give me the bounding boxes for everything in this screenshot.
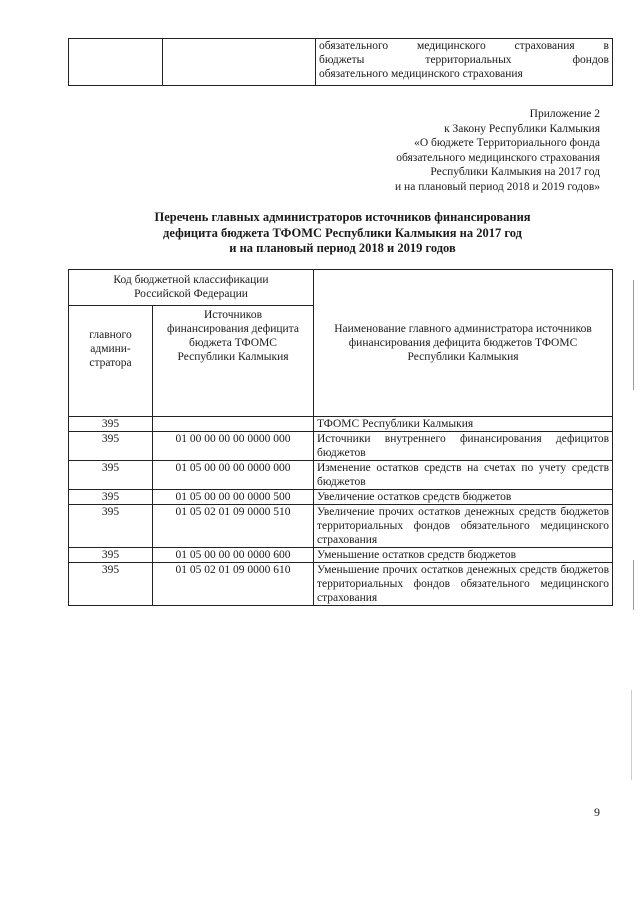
continuation-table xyxy=(68,38,613,86)
admin-code-cell: 395 xyxy=(69,563,153,606)
table-row xyxy=(69,39,613,86)
table-row xyxy=(69,563,613,606)
source-code-cell: 01 05 00 00 00 0000 500 xyxy=(153,490,314,505)
admin-code-cell: 395 xyxy=(69,432,153,461)
administrator-name-cell: Увеличение прочих остатков денежных средств бюджетов территориальных фондов обязательного медицинского страхования xyxy=(314,505,613,548)
administrators-table xyxy=(68,269,613,606)
document-title xyxy=(70,210,615,257)
source-code-cell xyxy=(153,417,314,432)
source-code-cell: 01 00 00 00 00 0000 000 xyxy=(153,432,314,461)
source-code-cell: 01 05 00 00 00 0000 000 xyxy=(153,461,314,490)
admin-code-cell: 395 xyxy=(69,490,153,505)
table-row xyxy=(69,417,613,432)
table-row xyxy=(69,505,613,548)
appendix-note xyxy=(340,107,600,195)
admin-code-cell: 395 xyxy=(69,461,153,490)
scan-artifact xyxy=(631,690,632,780)
cell-line: обязательного медицинского страхования в xyxy=(319,40,609,52)
appendix-line: Приложение 2 xyxy=(529,108,600,120)
appendix-line: обязательного медицинского страхования xyxy=(396,151,600,164)
table-row xyxy=(69,548,613,563)
header-group-cell: Код бюджетной классификации Российской Федерации xyxy=(69,270,314,306)
scan-artifact xyxy=(633,280,634,390)
administrator-name-cell: Увеличение остатков средств бюджетов xyxy=(314,490,613,505)
page-number: 9 xyxy=(594,805,600,819)
table-row xyxy=(69,432,613,461)
header-admin-cell: главного админи-стратора xyxy=(69,306,153,417)
cell-line: бюджеты территориальных фондов xyxy=(319,54,609,66)
source-code-cell: 01 05 02 01 09 0000 610 xyxy=(153,563,314,606)
administrator-name-cell: Уменьшение прочих остатков денежных средств бюджетов территориальных фондов обязательного медицинского страхования xyxy=(314,563,613,606)
table-cell xyxy=(316,39,613,86)
title-line: и на плановый период 2018 и 2019 годов xyxy=(229,241,456,255)
title-line: Перечень главных администраторов источников финансирования xyxy=(154,210,531,224)
admin-code-cell: 395 xyxy=(69,505,153,548)
source-code-cell: 01 05 00 00 00 0000 600 xyxy=(153,548,314,563)
appendix-line: Республики Калмыкия на 2017 год xyxy=(430,166,600,179)
table-row xyxy=(69,461,613,490)
table-cell xyxy=(163,39,316,86)
admin-code-cell: 395 xyxy=(69,548,153,563)
administrator-name-cell: Изменение остатков средств на счетах по учету средств бюджетов xyxy=(314,461,613,490)
table-header-row xyxy=(69,270,613,306)
administrator-name-cell: Уменьшение остатков средств бюджетов xyxy=(314,548,613,563)
cell-line: обязательного медицинского страхования xyxy=(319,68,523,80)
appendix-line: и на плановый период 2018 и 2019 годов» xyxy=(395,180,600,193)
scan-artifact xyxy=(633,560,634,610)
appendix-line: «О бюджете Территориального фонда xyxy=(414,137,600,150)
header-source-cell: Источников финансирования дефицита бюджета ТФОМС Республики Калмыкия xyxy=(153,306,314,417)
appendix-line: к Закону Республики Калмыкия xyxy=(444,122,600,135)
administrator-name-cell: ТФОМС Республики Калмыкия xyxy=(314,417,613,432)
table-cell xyxy=(69,39,163,86)
source-code-cell: 01 05 02 01 09 0000 510 xyxy=(153,505,314,548)
table-row xyxy=(69,490,613,505)
admin-code-cell: 395 xyxy=(69,417,153,432)
header-name-cell: Наименование главного администратора источников финансирования дефицита бюджетов ТФОМС Республики Калмыкия xyxy=(314,270,613,417)
title-line: дефицита бюджета ТФОМС Республики Калмыкия на 2017 год xyxy=(163,225,522,240)
administrator-name-cell: Источники внутреннего финансирования дефицитов бюджетов xyxy=(314,432,613,461)
